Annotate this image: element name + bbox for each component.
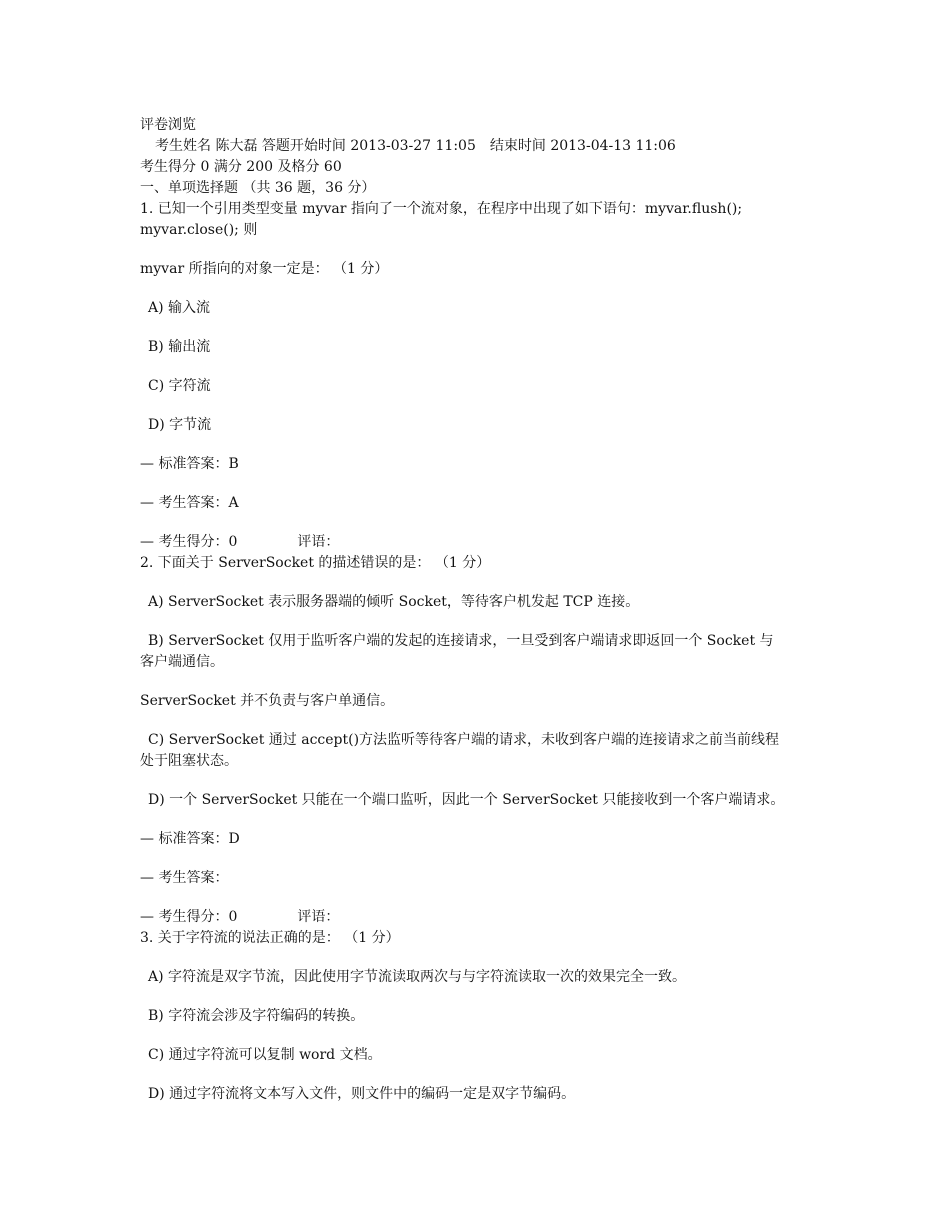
- standard-answer: — 标准答案：B: [140, 456, 239, 472]
- option-d: D) 通过字符流将文本写入文件，则文件中的编码一定是双字节编码。: [148, 1086, 576, 1102]
- student-name: 陈大磊: [215, 138, 258, 154]
- score-value: 0: [200, 159, 210, 175]
- exam-review-document: [140, 115, 810, 1105]
- student-score-line: [140, 907, 810, 928]
- option-b-continued: ServerSocket 并不负责与客户单通信。: [140, 693, 395, 709]
- standard-answer: — 标准答案：D: [140, 831, 240, 847]
- question-3: [140, 928, 810, 1105]
- exam-info-line: [140, 136, 810, 157]
- pass-value: 60: [323, 159, 342, 175]
- question-stem: 2. 下面关于 ServerSocket 的描述错误的是： （1 分）: [140, 555, 491, 571]
- option-c: C) 通过字符流可以复制 word 文档。: [148, 1047, 382, 1063]
- option-b-continued: 客户端通信。: [140, 654, 224, 670]
- option-a: A) 输入流: [148, 300, 211, 316]
- option-a: A) ServerSocket 表示服务器端的倾听 Socket，等待客户机发起 TCP 连接。: [148, 594, 640, 610]
- pass-label: 及格分: [277, 159, 320, 175]
- section-title: 一、单项选择题 （共 36 题，36 分）: [140, 180, 376, 196]
- question-stem: myvar.close(); 则: [140, 222, 258, 238]
- comment-label: 评语：: [297, 909, 340, 925]
- end-time: 2013-04-13 11:06: [550, 138, 676, 154]
- student-label: 考生姓名: [155, 138, 211, 154]
- start-label: 答题开始时间: [261, 138, 346, 154]
- score-info-line: [140, 157, 810, 178]
- end-label: 结束时间: [489, 138, 546, 154]
- option-b: B) 输出流: [148, 339, 211, 355]
- full-label: 满分: [213, 159, 242, 175]
- option-a: A) 字符流是双字节流，因此使用字节流读取两次与与字符流读取一次的效果完全一致。: [148, 969, 687, 985]
- question-stem: myvar 所指向的对象一定是： （1 分）: [140, 261, 389, 277]
- full-value: 200: [246, 159, 274, 175]
- option-c-continued: 处于阻塞状态。: [140, 753, 238, 769]
- question-stem: 1. 已知一个引用类型变量 myvar 指向了一个流对象，在程序中出现了如下语句：myvar.flush();: [140, 201, 743, 217]
- option-d: D) 一个 ServerSocket 只能在一个端口监听，因此一个 ServerSocket 只能接收到一个客户端请求。: [148, 792, 785, 808]
- student-score: — 考生得分：0: [140, 909, 238, 925]
- question-stem: 3. 关于字符流的说法正确的是： （1 分）: [140, 930, 400, 946]
- page-title: 评卷浏览: [140, 117, 196, 133]
- question-1: [140, 199, 810, 553]
- comment-label: 评语：: [297, 534, 340, 550]
- question-2: [140, 553, 810, 928]
- student-score-line: [140, 532, 810, 553]
- student-score: — 考生得分：0: [140, 534, 238, 550]
- option-c: C) 字符流: [148, 378, 211, 394]
- student-answer: — 考生答案：: [140, 870, 229, 886]
- option-d: D) 字节流: [148, 417, 212, 433]
- option-b: B) ServerSocket 仅用于监听客户端的发起的连接请求，一旦受到客户端请求即返回一个 Socket 与: [148, 633, 774, 649]
- student-answer: — 考生答案：A: [140, 495, 239, 511]
- score-label: 考生得分: [140, 159, 196, 175]
- option-b: B) 字符流会涉及字符编码的转换。: [148, 1008, 365, 1024]
- start-time: 2013-03-27 11:05: [350, 138, 476, 154]
- option-c: C) ServerSocket 通过 accept()方法监听等待客户端的请求，未收到客户端的连接请求之前当前线程: [148, 732, 780, 748]
